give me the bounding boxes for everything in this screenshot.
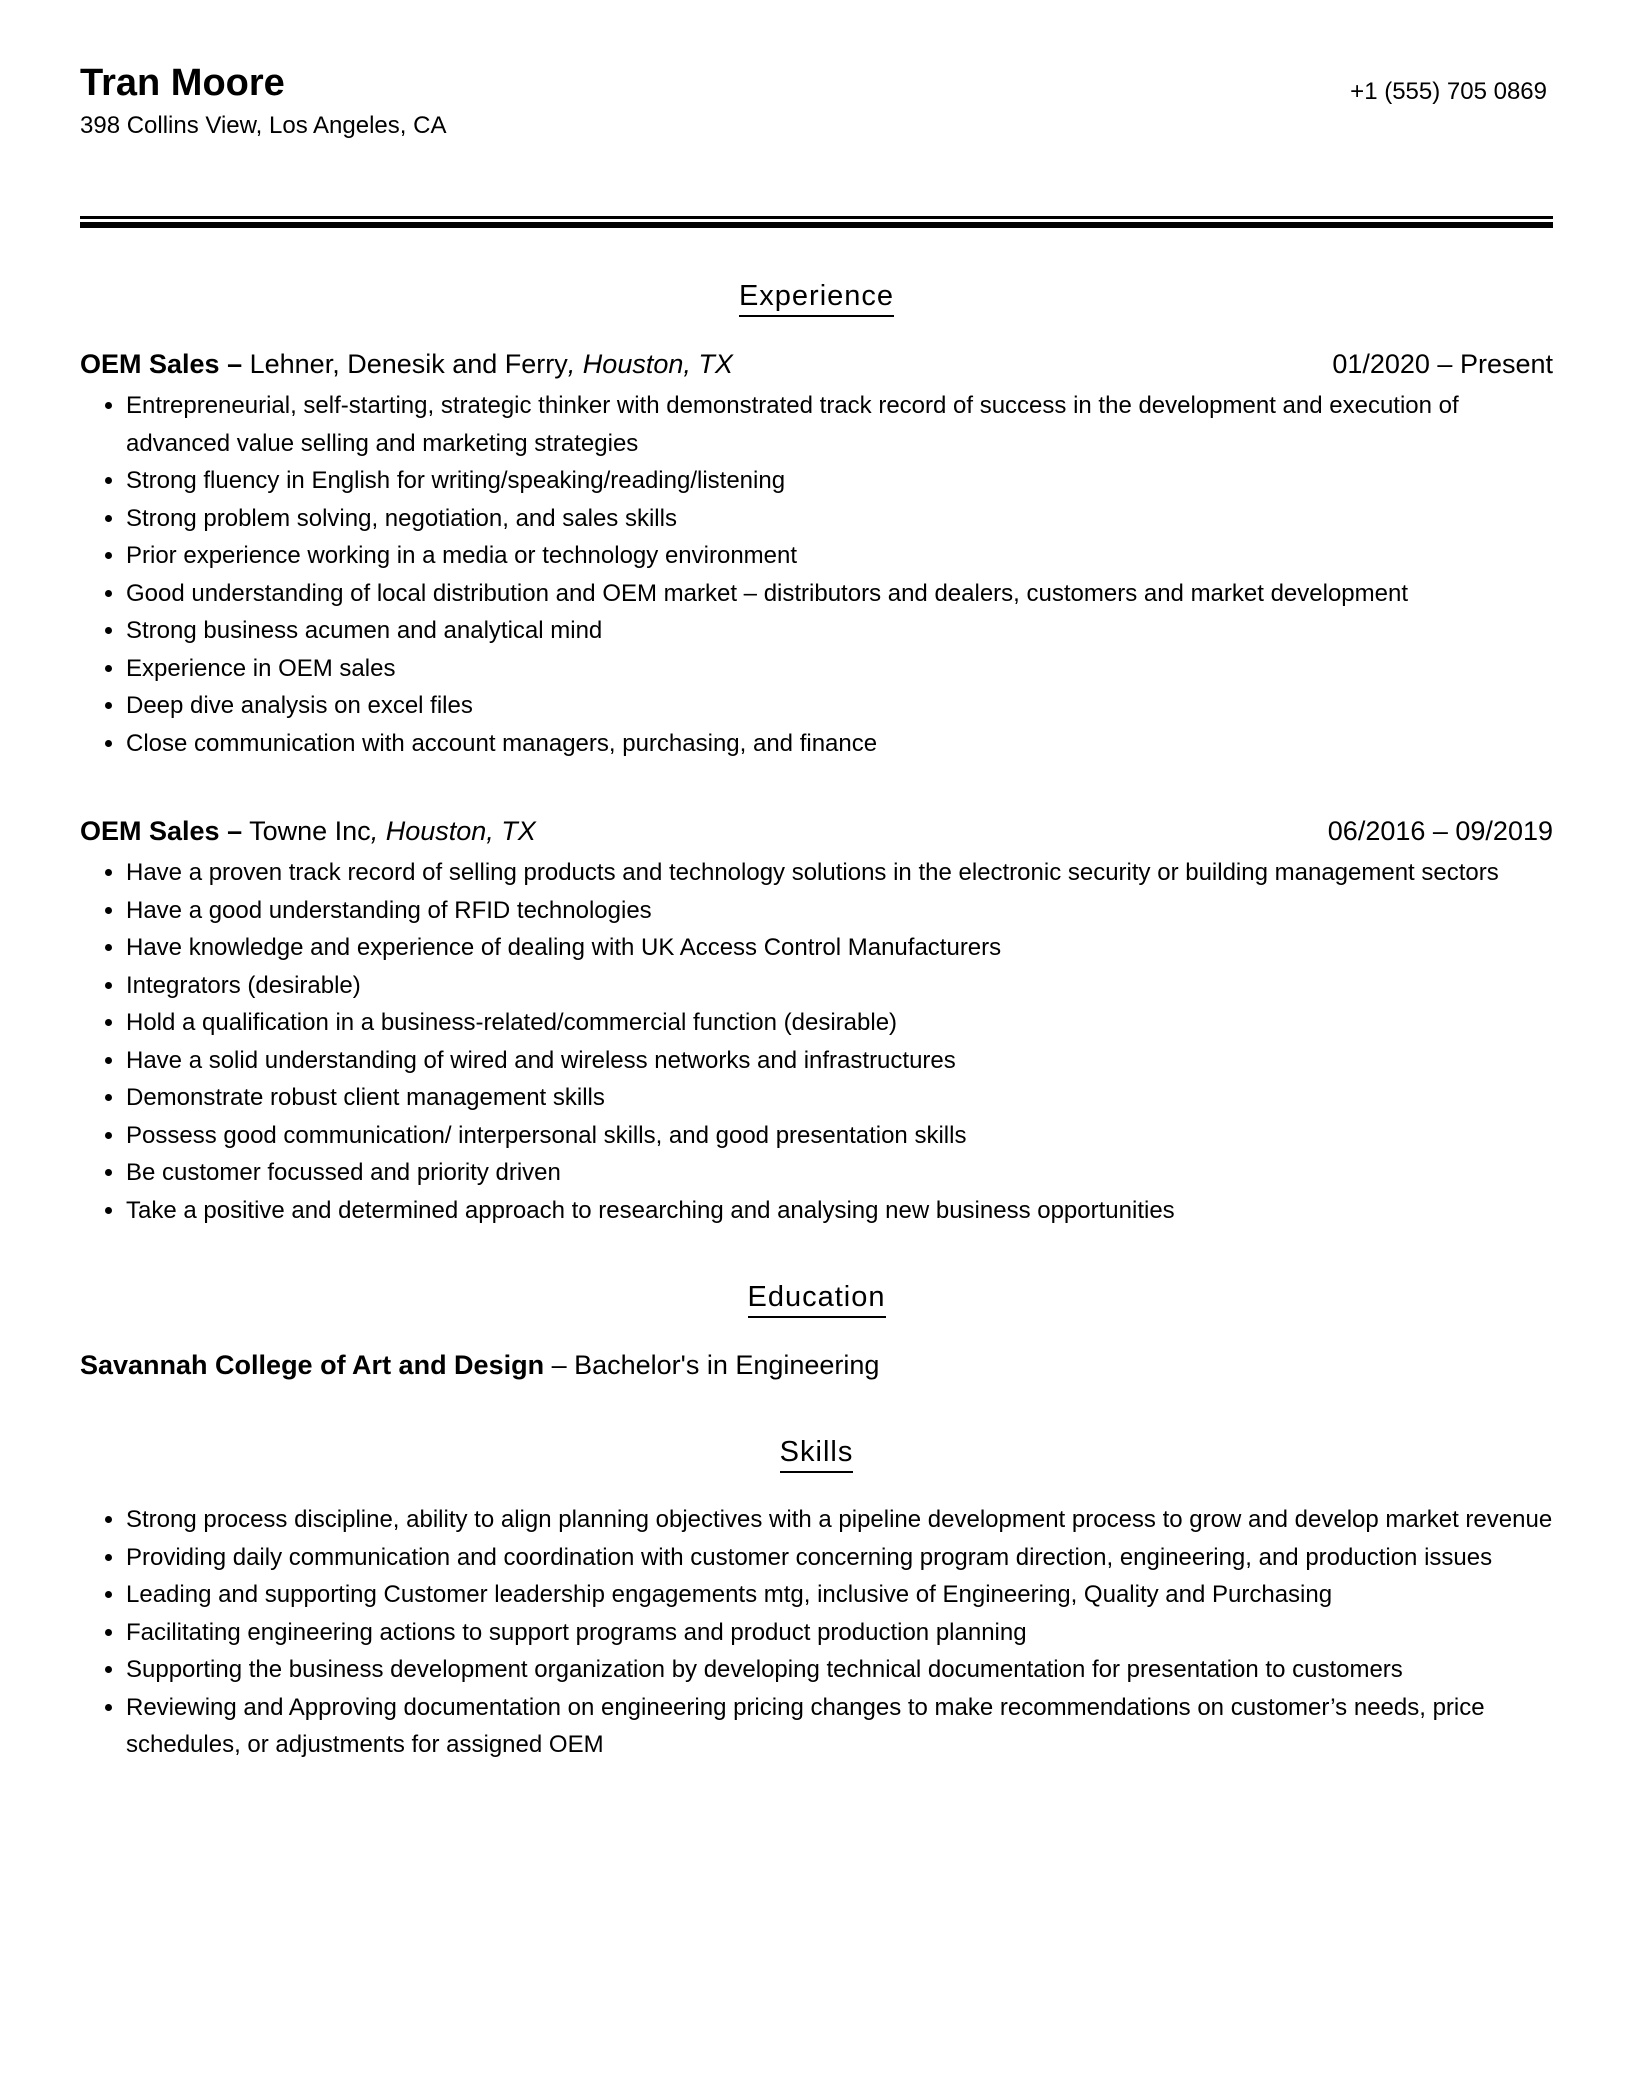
list-item: • Good understanding of local distribution and OEM market – distributors and dealers, customers and market development bbox=[126, 575, 1553, 613]
list-item: • Have knowledge and experience of dealing with UK Access Control Manufacturers bbox=[126, 929, 1553, 967]
list-item: • Strong process discipline, ability to align planning objectives with a pipeline development process to grow and develop market revenue bbox=[126, 1501, 1553, 1539]
skills-list bbox=[80, 1501, 1553, 1764]
job-title: OEM Sales – bbox=[80, 816, 243, 846]
list-item: • Demonstrate robust client management skills bbox=[126, 1079, 1553, 1117]
job-entry bbox=[80, 345, 1553, 762]
education-heading bbox=[80, 1281, 1553, 1318]
job-dates: 01/2020 – Present bbox=[1332, 349, 1553, 379]
school-name: Savannah College of Art and Design bbox=[80, 1350, 545, 1380]
resume-header bbox=[80, 62, 1553, 152]
job-company: Lehner, Denesik and Ferry bbox=[249, 349, 568, 379]
skills-heading-text: Skills bbox=[780, 1436, 854, 1473]
list-item: • Entrepreneurial, self-starting, strategic thinker with demonstrated track record of success in the development and execution of advanced value selling and marketing strategies bbox=[126, 387, 1553, 462]
job-entry bbox=[80, 812, 1553, 1229]
list-item: • Strong fluency in English for writing/speaking/reading/listening bbox=[126, 462, 1553, 500]
list-item: • Supporting the business development organization by developing technical documentation for presentation to customers bbox=[126, 1651, 1553, 1689]
list-item: • Providing daily communication and coordination with customer concerning program direction, engineering, and production issues bbox=[126, 1539, 1553, 1577]
list-item: • Be customer focussed and priority driven bbox=[126, 1154, 1553, 1192]
header-divider-thin bbox=[80, 216, 1553, 219]
job-header bbox=[80, 345, 1553, 383]
phone: +1 (555) 705 0869 bbox=[1350, 78, 1547, 105]
job-location: , Houston, TX bbox=[567, 349, 733, 379]
education-heading-text: Education bbox=[748, 1281, 886, 1318]
degree: – Bachelor's in Engineering bbox=[544, 1350, 880, 1380]
candidate-name: Tran Moore bbox=[80, 62, 285, 104]
job-company: Towne Inc bbox=[249, 816, 371, 846]
list-item: • Have a proven track record of selling products and technology solutions in the electronic security or building management sectors bbox=[126, 854, 1553, 892]
list-item: • Take a positive and determined approach to researching and analysing new business opportunities bbox=[126, 1192, 1553, 1230]
skills-heading bbox=[80, 1436, 1553, 1473]
list-item: • Strong problem solving, negotiation, and sales skills bbox=[126, 500, 1553, 538]
resume bbox=[80, 62, 1553, 1764]
list-item: • Deep dive analysis on excel files bbox=[126, 687, 1553, 725]
list-item: • Facilitating engineering actions to support programs and product production planning bbox=[126, 1614, 1553, 1652]
job-title: OEM Sales – bbox=[80, 349, 243, 379]
list-item: • Have a solid understanding of wired and wireless networks and infrastructures bbox=[126, 1042, 1553, 1080]
list-item: • Reviewing and Approving documentation on engineering pricing changes to make recommendations on customer’s needs, price schedules, or adjustments for assigned OEM bbox=[126, 1689, 1553, 1764]
address: 398 Collins View, Los Angeles, CA bbox=[80, 112, 447, 139]
list-item: • Prior experience working in a media or technology environment bbox=[126, 537, 1553, 575]
list-item: • Have a good understanding of RFID technologies bbox=[126, 892, 1553, 930]
list-item: • Experience in OEM sales bbox=[126, 650, 1553, 688]
list-item: • Close communication with account managers, purchasing, and finance bbox=[126, 725, 1553, 763]
job-header bbox=[80, 812, 1553, 850]
experience-heading-text: Experience bbox=[739, 280, 894, 317]
header-divider-thick bbox=[80, 222, 1553, 228]
job-location: , Houston, TX bbox=[370, 816, 536, 846]
list-item: • Possess good communication/ interpersonal skills, and good presentation skills bbox=[126, 1117, 1553, 1155]
job-dates: 06/2016 – 09/2019 bbox=[1327, 816, 1553, 846]
list-item: • Leading and supporting Customer leadership engagements mtg, inclusive of Engineering, Quality and Purchasing bbox=[126, 1576, 1553, 1614]
education-entry bbox=[80, 1346, 1553, 1384]
list-item: • Hold a qualification in a business-related/commercial function (desirable) bbox=[126, 1004, 1553, 1042]
list-item: • Integrators (desirable) bbox=[126, 967, 1553, 1005]
job-bullets bbox=[80, 387, 1553, 762]
job-bullets bbox=[80, 854, 1553, 1229]
list-item: • Strong business acumen and analytical mind bbox=[126, 612, 1553, 650]
experience-heading bbox=[80, 280, 1553, 317]
